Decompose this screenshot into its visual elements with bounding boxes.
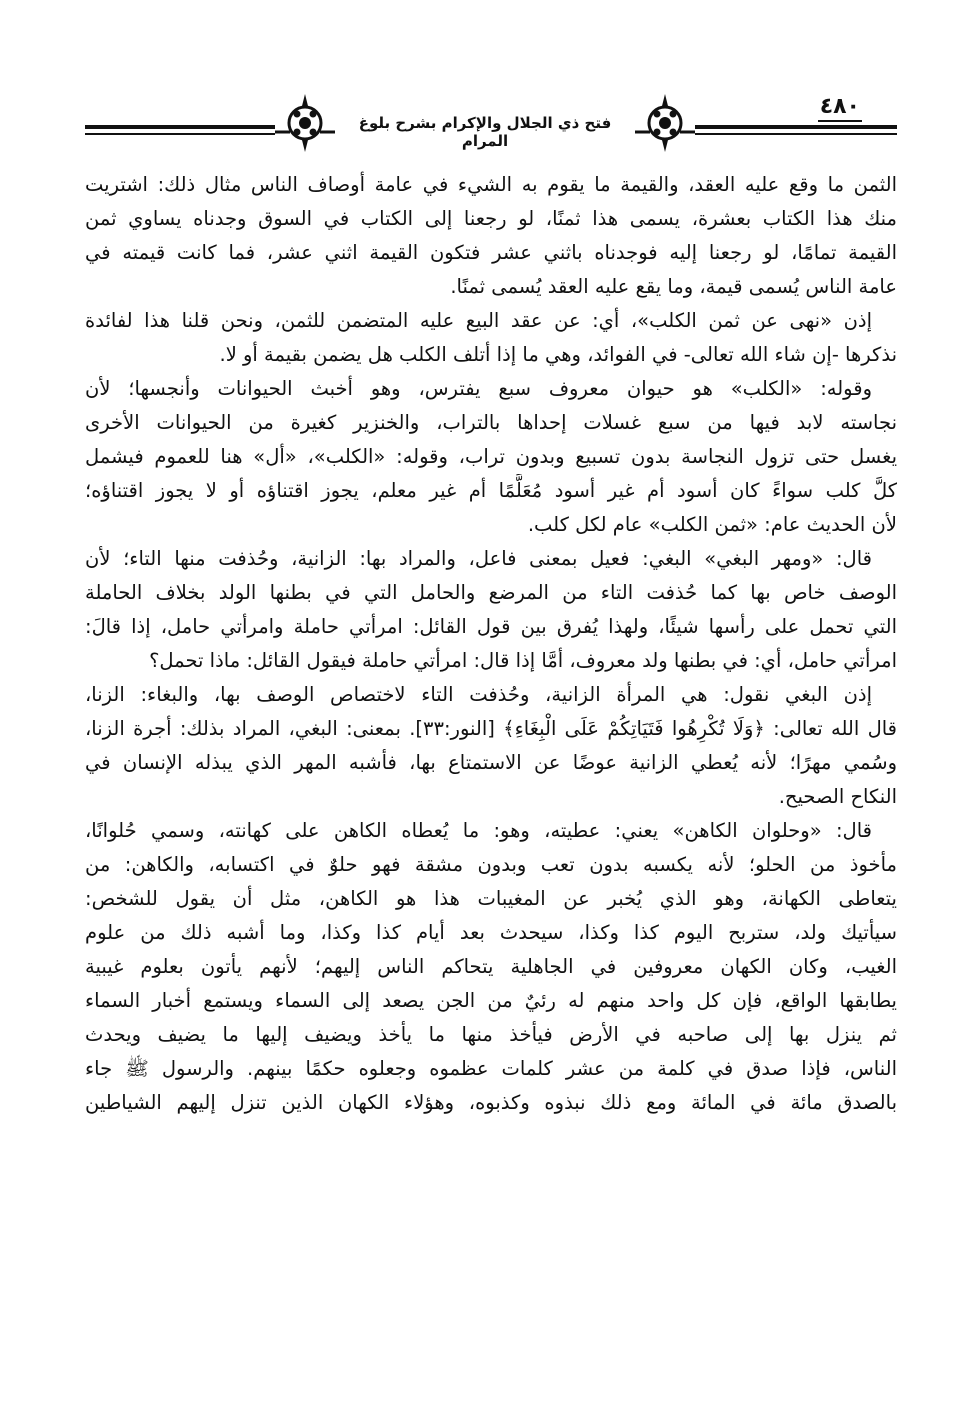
text-line: إذن «نهى عن ثمن الكلب»، أي: عن عقد البيع عليه المتضمن للثمن، ونحن قلنا هذا لفائدة bbox=[85, 309, 872, 332]
text-line: يغسل حتى تزول النجاسة بدون تسبيع وبدون تراب، وقوله: «الكلب»، «أل» هنا للعموم فيشمل bbox=[85, 445, 897, 468]
ornament-icon bbox=[275, 94, 335, 152]
text-line: نذكرها -إن شاء الله تعالى- في الفوائد، وهي ما إذا أتلف الكلب هل يضمن بقيمة أو لا. bbox=[219, 343, 897, 366]
text-line: يطابقها الواقع، فإن كل واحد منهم له رئيٌ من الجن يصعد إلى السماء ويستمع أخبار السماء bbox=[85, 989, 897, 1012]
text-line: قال: «وحلوان الكاهن» يعني: عطيته، وهو: ما يُعطاه الكاهن على كهانته، وسمي حُلوانًا، bbox=[85, 819, 872, 842]
header-rule-right-thick bbox=[695, 125, 897, 129]
text-line: بالصدق مائة في المائة ومع ذلك نبذوه وكذبوه، وهؤلاء الكهان الذين تنزل إليهم الشياطين bbox=[85, 1091, 897, 1114]
paragraph bbox=[85, 814, 897, 1120]
paragraph bbox=[85, 542, 897, 678]
text-line: سيأتيك ولد، ستربح اليوم كذا وكذا، سيحدث بعد أيام كذا وكذا، وما أشبه ذلك من علوم bbox=[85, 921, 897, 944]
text-line: وسُمي مهرًا؛ لأنه يُعطي الزانية عوضًا عن الاستمتاع بها، فأشبه المهر الذي يبذله الإنسان في bbox=[85, 751, 897, 774]
header-rule-left-thin bbox=[85, 133, 275, 135]
text-line: نجاسته لابد فيها من سبع غسلات إحداها بالتراب، والخنزير كغيرة من الحيوانات الأخرى bbox=[85, 411, 897, 434]
text-line: وقوله: «الكلب» هو حيوان معروف سبع يفترس، وهو أخبث الحيوانات وأنجسها؛ لأن bbox=[85, 377, 872, 400]
ornament-icon bbox=[635, 94, 695, 152]
text-line: الناس، فإذا صدق في كلمة من عشر كلمات عظموه وجعلوه حكمًا بينهم. والرسول ﷺ جاء bbox=[85, 1057, 897, 1080]
book-title: فتح ذي الجلال والإكرام بشرح بلوغ المرام bbox=[358, 114, 612, 150]
text-line: إذن البغي نقول: هي المرأة الزانية، وحُذفت التاء لاختصاص الوصف بها، والبغاء: الزنا، bbox=[85, 683, 872, 706]
page-number: ٤٨٠ bbox=[818, 94, 862, 122]
paragraph bbox=[85, 304, 897, 372]
text-line: الغيب، وكان الكهان معروفين في الجاهلية يتحاكم الناس إليهم؛ لأنهم يأتون بعلوم غيبية bbox=[85, 955, 897, 978]
paragraph bbox=[85, 168, 897, 304]
running-header bbox=[85, 88, 897, 158]
text-line: القيمة تمامًا، لو رجعنا إليه فوجدناه باثني عشر فتكون القيمة اثني عشر، فما كانت قيمته في bbox=[85, 241, 897, 264]
text-line: لأن الحديث عام: «ثمن الكلب» عام لكل كلب. bbox=[527, 513, 897, 536]
text-line: عامة الناس يُسمى قيمة، وما يقع عليه العقد يُسمى ثمنًا. bbox=[450, 275, 897, 298]
header-rule-left-thick bbox=[85, 125, 275, 129]
text-line: كلَّ كلب سواءً كان أسود أم غير أسود مُعَلَّمًا أم غير معلم، يجوز اقتناؤه أو لا يجوز اقتناؤه؛ bbox=[85, 479, 897, 502]
text-line: قال: «ومهر البغي» البغي: فعيل بمعنى فاعل، والمراد بها: الزانية، وحُذفت منها التاء؛ لأن bbox=[85, 547, 872, 570]
text-line: مأخوذ من الحلو؛ لأنه يكسبه بدون تعب وبدون مشقة فهو حلوٌ في اكتسابه، والكاهن: من bbox=[85, 853, 897, 876]
text-line: قال الله تعالى: ﴿وَلَا تُكْرِهُوا فَتَيَاتِكُمْ عَلَى الْبِغَاءِ﴾ [النور:٣٣]. بمعنى: البغي، المراد بذلك: أجرة الزنا، bbox=[85, 717, 897, 740]
text-line: امرأتي حامل، أي: في بطنها ولد معروف، أمَّا إذا قال: امرأتي حاملة فيقول القائل: ماذا تحمل؟ bbox=[149, 649, 897, 672]
text-line: يتعاطى الكهانة، وهو الذي يُخبر عن المغيبات هذا هو الكاهن، مثل أن يقول للشخص: bbox=[85, 887, 897, 910]
text-line: النكاح الصحيح. bbox=[778, 785, 897, 808]
header-rule-right-thin bbox=[695, 133, 897, 135]
paragraph bbox=[85, 372, 897, 542]
text-line: الثمن ما وقع عليه العقد، والقيمة ما يقوم به الشيء في عامة أوصاف الناس مثال ذلك: اشتريت bbox=[85, 173, 897, 196]
page-body bbox=[85, 168, 897, 1120]
text-line: منك هذا الكتاب بعشرة، يسمى هذا ثمنًا، لو رجعنا إلى الكتاب في السوق وجدناه يساوي ثمن bbox=[85, 207, 897, 230]
text-line: الوصف خاص بها كما حُذفت التاء من المرضع والحامل التي في بطنها الولد بخلاف الحاملة bbox=[85, 581, 897, 604]
text-line: التي تحمل على رأسها شيئًا، ولهذا يُفرق بين قول القائل: امرأتي حاملة وامرأتي حامل، إذا قالَ: bbox=[85, 615, 897, 638]
text-line: ثم ينزل بها إلى صاحبه في الأرض فيأخذ منها ما يأخذ ويضيف إليها ما يضيف ويحدث bbox=[85, 1023, 897, 1046]
paragraph bbox=[85, 678, 897, 814]
